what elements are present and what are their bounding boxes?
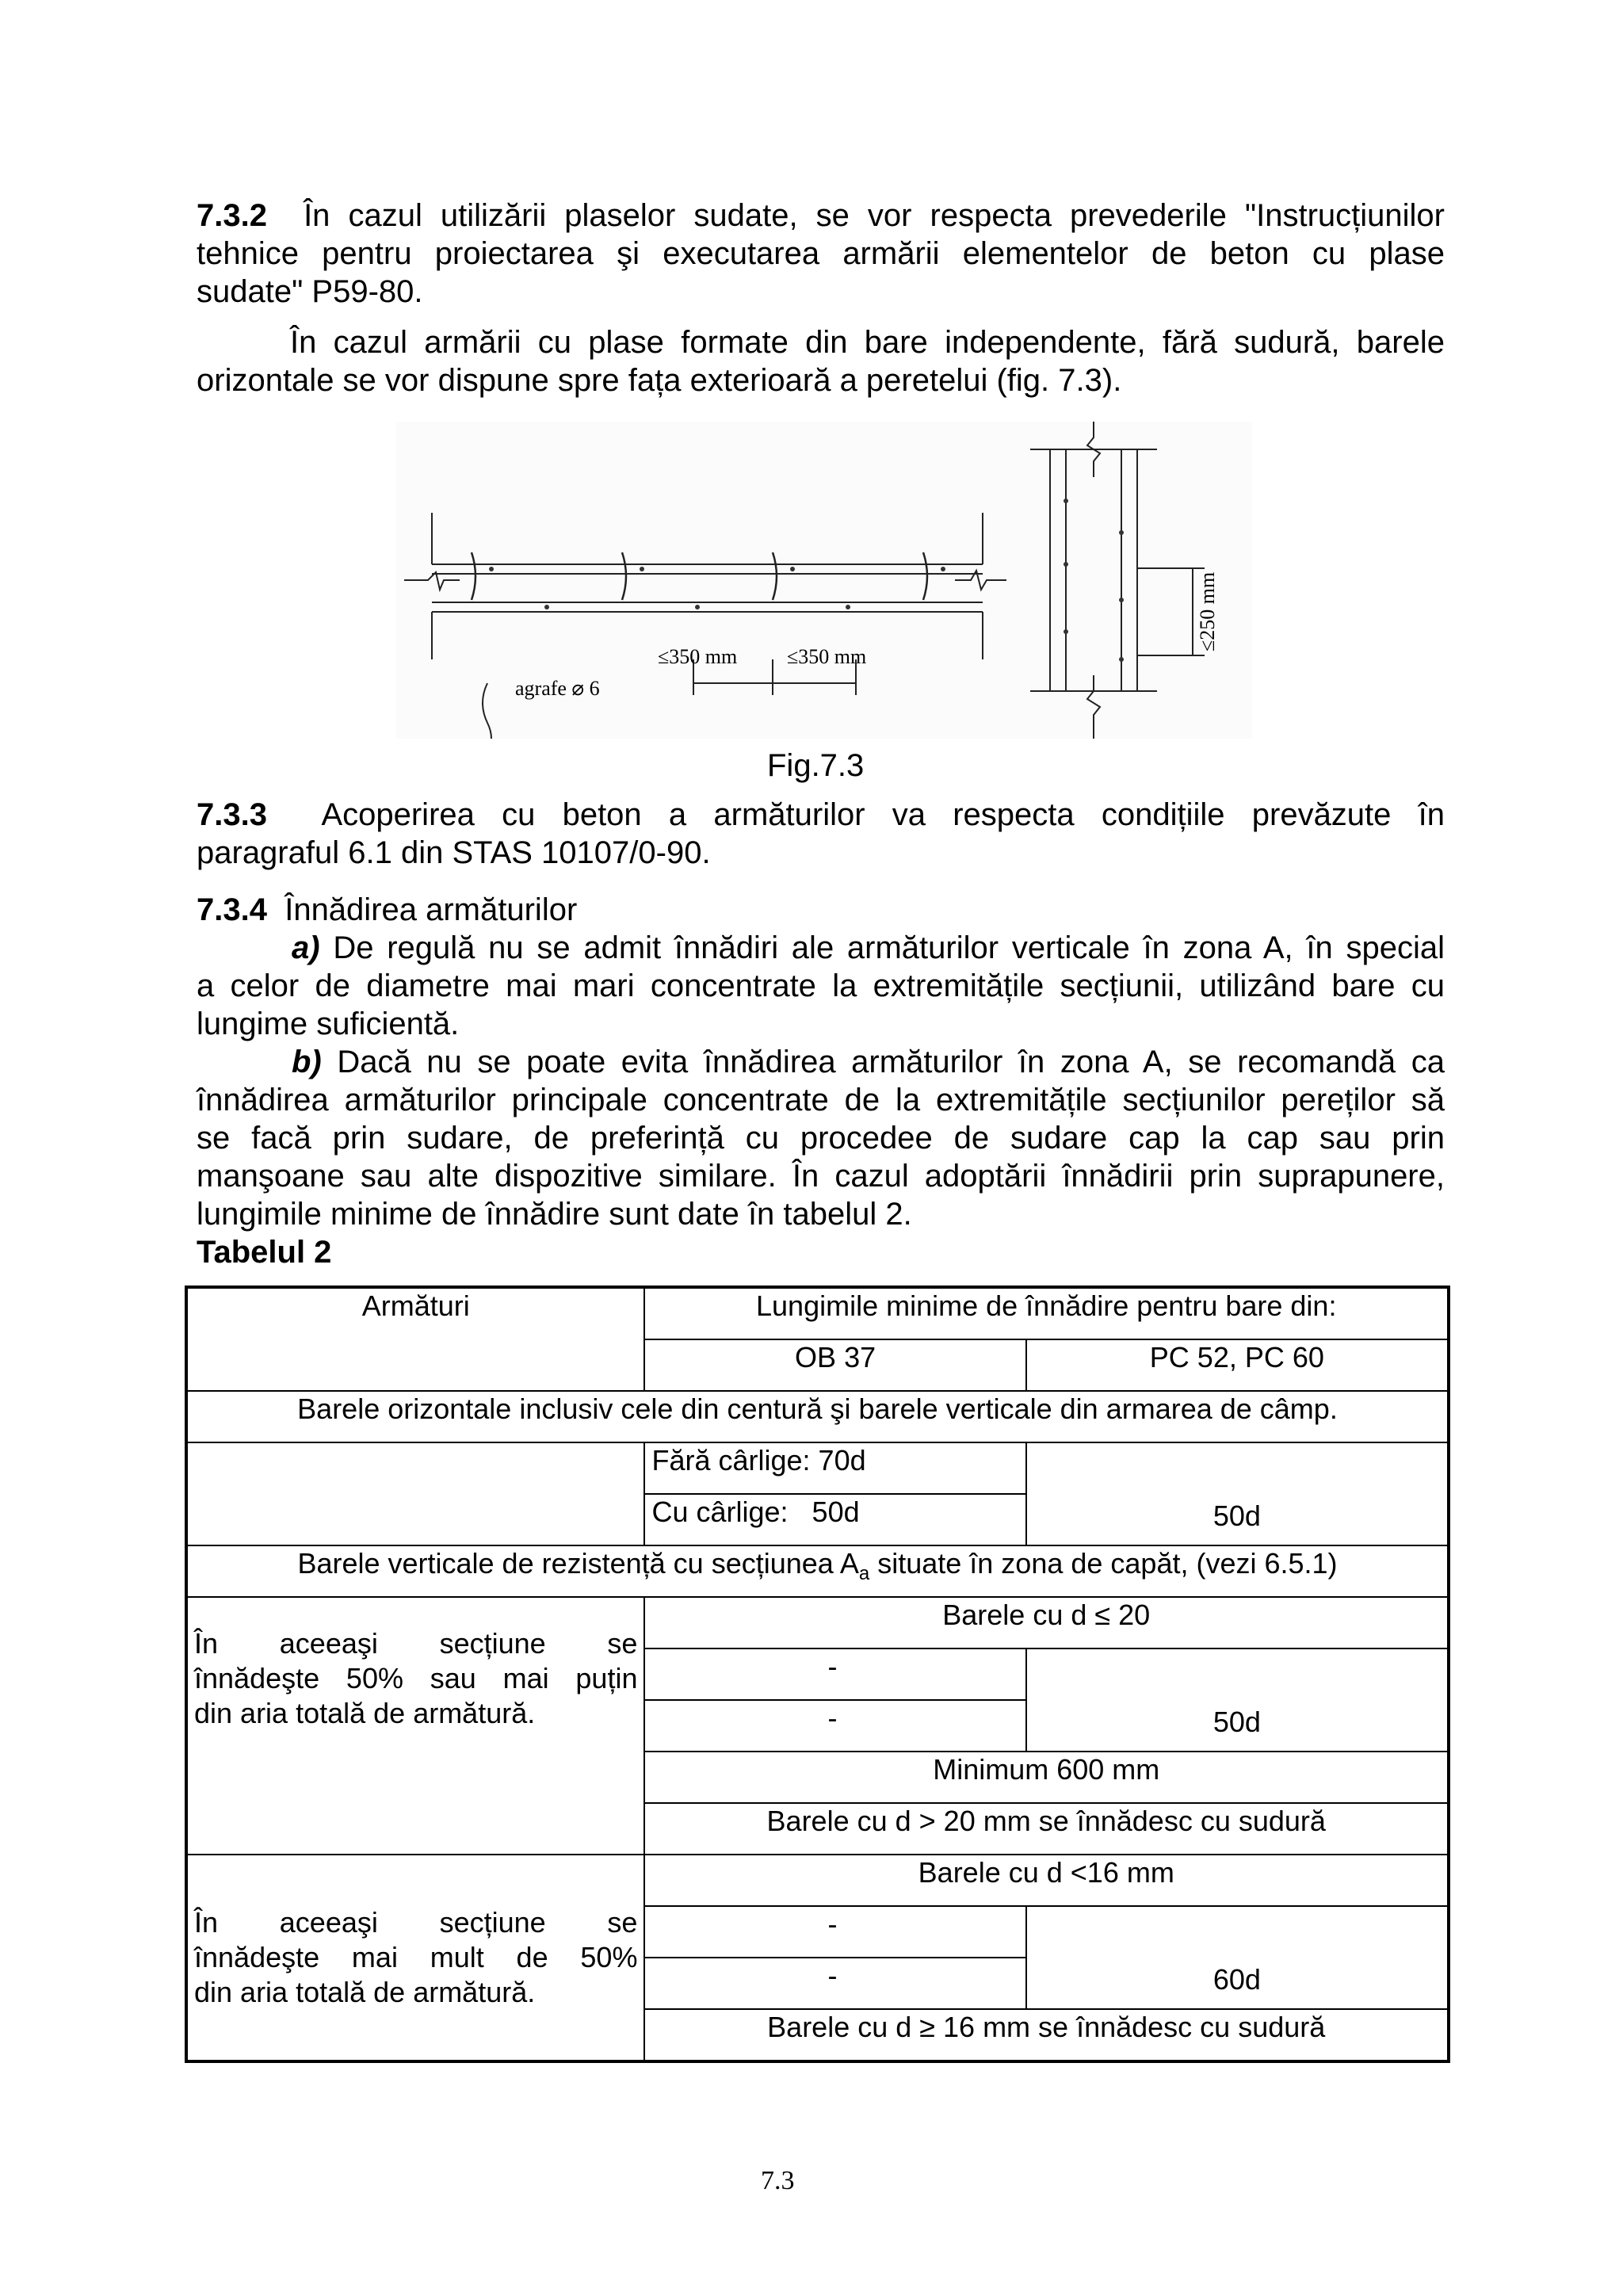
header-lungimi: Lungimile minime de înnădire pentru bare din:: [644, 1287, 1449, 1339]
group2-val: 60d: [1026, 1906, 1449, 2009]
header-armaturi: Armături: [186, 1287, 644, 1391]
section-7-3-4: [197, 891, 1445, 1271]
header-pc: PC 52, PC 60: [1026, 1339, 1449, 1391]
empty-cell: [186, 1442, 644, 1545]
group2-weld: Barele cu d ≥ 16 mm se înnădesc cu sudură: [644, 2009, 1449, 2061]
table-row: [186, 1545, 1449, 1597]
s734-a-line-3: lungime suficientă.: [197, 1007, 460, 1041]
group2-label: În aceeaşi secțiune se înnădeşte mai mult de 50% din aria totală de armătură.: [186, 1855, 644, 2061]
table-2: [185, 1286, 1450, 2063]
row-verticale: Barele verticale de rezistență cu secțiunea $A_a$ situate în zona de capăt, (vezi 6.5.1): [186, 1545, 1449, 1597]
s732-p2-line-1: În cazul armării cu plase formate din bare independente, fără sudură, barele: [290, 325, 1445, 360]
dim-right-label: ≤350 mm: [787, 645, 867, 668]
table-row: [186, 1855, 1449, 1906]
group2-dash-1: -: [644, 1906, 1025, 1958]
group1-dash-1: -: [644, 1648, 1025, 1700]
group2-dash-2: -: [644, 1958, 1025, 2009]
dim-vertical-label: ≤250 mm: [1196, 571, 1219, 651]
agrafe-legend: agrafe ⌀ 6: [515, 677, 600, 700]
table-row: [186, 1597, 1449, 1648]
figure-caption: Fig.7.3: [767, 748, 865, 783]
page-number: 7.3: [761, 2166, 795, 2195]
group2-head: Barele cu d <16 mm: [644, 1855, 1449, 1906]
s734-a-label: a): [292, 930, 320, 965]
s734-b-label: b): [292, 1045, 322, 1079]
s734-b-line-3: se facă prin sudare, de preferință cu procedee de sudare cap la cap sau prin: [197, 1121, 1445, 1156]
s733-line-1: 7.3.3 Acoperirea cu beton a armăturilor va respecta condițiile prevăzute în: [197, 797, 1445, 832]
s732-p2-line-2: orizontale se vor dispune spre fața exterioară a peretelui (fig. 7.3).: [197, 363, 1122, 398]
s732-line-1: 7.3.2 În cazul utilizării plaselor sudate, se vor respecta prevederile "Instrucțiunilor: [197, 198, 1445, 233]
section-7-3-3: [197, 796, 1445, 872]
header-ob37: OB 37: [644, 1339, 1025, 1391]
s734-heading: 7.3.4 Înnădirea armăturilor: [197, 892, 578, 927]
s734-number: 7.3.4: [197, 892, 267, 927]
table-row: [186, 1442, 1449, 1494]
s734-a-line-2: a celor de diametre mai mari concentrate la extremitățile secțiunii, utilizând bare cu: [197, 968, 1445, 1003]
s733-number: 7.3.3: [197, 797, 267, 832]
s734-b-line-1: b) Dacă nu se poate evita înnădirea armăturilor în zona A, se recomandă ca: [292, 1045, 1445, 1079]
s732-line-3: sudate" P59-80.: [197, 274, 423, 309]
s733-line-2: paragraful 6.1 din STAS 10107/0-90.: [197, 835, 711, 870]
group1-weld: Barele cu d > 20 mm se înnădesc cu sudură: [644, 1803, 1449, 1855]
group1-min: Minimum 600 mm: [644, 1752, 1449, 1803]
s734-b-line-4: manşoane sau alte dispozitive similare. În cazul adoptării înnădirii prin suprapunere,: [197, 1159, 1445, 1194]
fara-carlige: Fără cârlige: 70d: [644, 1442, 1025, 1494]
val-50d-a: 50d: [1026, 1442, 1449, 1545]
group1-val: 50d: [1026, 1648, 1449, 1752]
s732-number: 7.3.2: [197, 198, 267, 233]
group1-head: Barele cu d ≤ 20: [644, 1597, 1449, 1648]
table-title: Tabelul 2: [197, 1235, 332, 1270]
s732-line-2: tehnice pentru proiectarea şi executarea armării elementelor de beton cu plase: [197, 236, 1445, 271]
s734-a-line-1: a) De regulă nu se admit înnădiri ale armăturilor verticale în zona A, în special: [292, 930, 1445, 965]
s734-b-line-2: înnădirea armăturilor principale concentrate de la extremitățile secțiunilor pereților să: [197, 1083, 1445, 1117]
group1-label: În aceeaşi secțiune se înnădeşte 50% sau mai puțin din aria totală de armătură.: [186, 1597, 644, 1855]
cu-carlige: Cu cârlige: 50d: [644, 1494, 1025, 1545]
table-row: [186, 1287, 1449, 1339]
section-7-3-2: [197, 197, 1445, 399]
figure-7-3: [396, 422, 1252, 739]
s734-b-line-5: lungimile minime de înnădire sunt date în tabelul 2.: [197, 1197, 912, 1232]
table-row: [186, 1391, 1449, 1442]
group1-dash-2: -: [644, 1700, 1025, 1752]
dim-left-label: ≤350 mm: [658, 645, 738, 668]
row-orizontale: Barele orizontale inclusiv cele din centură şi barele verticale din armarea de câmp.: [186, 1391, 1449, 1442]
